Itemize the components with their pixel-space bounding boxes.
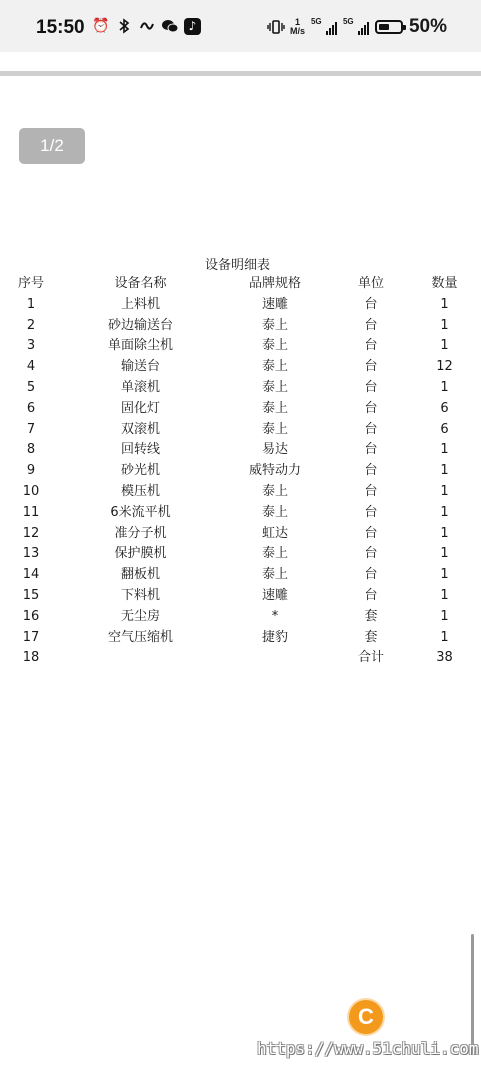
cell-brand: 虹达 [261,525,288,541]
cell-qty: 1 [440,525,449,541]
network-speed-value: 1 [294,17,300,27]
cell-brand: 泰上 [261,504,288,520]
table-row [4,524,474,545]
cell-no: 11 [22,504,40,520]
cell-qty: 1 [440,463,449,479]
table-row [4,378,474,399]
cell-no: 12 [22,525,40,541]
table-row [4,399,474,420]
cell-brand: 泰上 [261,400,288,416]
cell-no: 2 [26,317,36,333]
table-row [4,648,474,669]
cell-name: 下料机 [120,587,160,603]
table-title: 设备明细表 [204,258,270,273]
cell-qty: 1 [440,338,449,354]
cell-name: 双滚机 [120,421,160,437]
cell-name: 单面除尘机 [107,338,173,354]
cell-no: 15 [22,587,40,603]
table-row [4,440,474,461]
cell-brand: 易达 [261,442,288,458]
notification-icons [92,18,201,35]
header-no: 序号 [17,276,44,291]
cell-qty: 12 [436,359,453,375]
cell-no: 18 [22,650,40,666]
cell-name: 上料机 [120,296,160,312]
cell-brand: 泰上 [261,359,288,375]
header-name: 设备名称 [114,276,167,291]
cell-brand: 泰上 [261,379,288,395]
cell-name: 无尘房 [120,608,160,624]
header-unit: 单位 [357,276,384,291]
cell-brand: 速雕 [261,587,288,603]
battery-fill [379,24,389,30]
cell-no: 10 [22,483,40,499]
battery-percent: 50% [408,16,447,37]
table-row [4,336,474,357]
cell-unit: 台 [364,338,378,354]
network-speed [290,18,305,36]
cell-unit: 套 [364,608,378,624]
cell-name: 空气压缩机 [107,629,173,645]
cell-name: 翻板机 [120,567,160,583]
cell-name: 回转线 [120,442,160,458]
cell-unit: 台 [364,379,378,395]
cell-no: 6 [26,400,36,416]
cell-qty: 1 [440,296,449,312]
wechat-icon [161,18,178,35]
cell-no: 5 [26,379,36,395]
table-row [4,482,474,503]
cell-qty: 1 [440,608,449,624]
cell-brand: 泰上 [261,317,288,333]
bluetooth-icon [115,18,132,35]
cell-brand: 威特动力 [248,463,301,479]
cell-unit: 台 [364,525,378,541]
cell-no: 13 [22,546,40,562]
sim2-signal-icon [343,17,369,37]
cell-brand [223,648,327,669]
cell-unit: 台 [364,504,378,520]
cell-unit: 套 [364,629,378,645]
scrollbar[interactable] [471,934,474,1047]
cell-name: 保护膜机 [114,546,167,562]
cell-brand: 泰上 [261,421,288,437]
cell-brand: 泰上 [261,483,288,499]
cell-name: 砂光机 [120,463,160,479]
cell-no: 16 [22,608,40,624]
site-logo-icon: C [349,1000,383,1034]
cell-no: 7 [26,421,36,437]
cell-brand: 泰上 [261,338,288,354]
cell-name: 输送台 [120,359,160,375]
cell-qty: 1 [440,483,449,499]
cell-qty: 6 [440,400,449,416]
cell-no: 8 [26,442,36,458]
cell-brand: 泰上 [261,567,288,583]
nfc-icon [138,18,155,35]
network-speed-unit: M/s [289,26,305,36]
table-row [4,586,474,607]
tiktok-icon: ♪ [184,18,201,35]
table-row [4,357,474,378]
cell-unit: 台 [364,483,378,499]
cell-qty: 1 [440,629,449,645]
toolbar-divider [0,71,481,76]
cell-unit: 合计 [357,650,384,666]
cell-unit: 台 [364,296,378,312]
header-brand: 品牌规格 [248,276,301,291]
cell-qty: 1 [440,567,449,583]
cell-brand: 泰上 [261,546,288,562]
cell-unit: 台 [364,546,378,562]
cell-unit: 台 [364,463,378,479]
cell-qty: 1 [440,442,449,458]
cell-qty: 1 [440,546,449,562]
cell-unit: 台 [364,400,378,416]
watermark-url: https://www.51chuli.com [257,1039,479,1058]
table-row [4,544,474,565]
cell-no: 9 [26,463,36,479]
header-qty: 数量 [431,276,458,291]
cell-brand: * [271,608,279,624]
sim1-signal-icon [311,17,337,37]
table-row [4,503,474,524]
cell-qty: 38 [436,650,453,666]
cell-name: 6米流平机 [110,504,171,520]
cell-name: 固化灯 [120,400,160,416]
cell-no: 14 [22,567,40,583]
cell-qty: 1 [440,317,449,333]
cell-name [58,648,223,669]
cell-unit: 台 [364,567,378,583]
cell-qty: 1 [440,379,449,395]
status-time: 15:50 [36,17,85,38]
cell-name: 单滚机 [120,379,160,395]
cell-qty: 6 [440,421,449,437]
cell-name: 准分子机 [114,525,167,541]
cell-unit: 台 [364,442,378,458]
equipment-table [4,274,474,669]
table-row [4,420,474,441]
table-row [4,295,474,316]
system-indicators [267,16,447,38]
cell-qty: 1 [440,504,449,520]
cell-unit: 台 [364,587,378,603]
cell-brand: 捷豹 [261,629,288,645]
table-row [4,607,474,628]
cell-name: 砂边输送台 [107,317,173,333]
alarm-icon: ⏰ [92,18,110,34]
cell-name: 模压机 [120,483,160,499]
table-row [4,628,474,649]
cell-brand: 速雕 [261,296,288,312]
status-bar [0,0,481,52]
cell-unit: 台 [364,421,378,437]
sim1-network-tag: 5G [310,17,322,26]
cell-qty: 1 [440,587,449,603]
sim2-network-tag: 5G [342,17,354,26]
vibrate-icon [267,19,284,36]
table-body [4,295,474,669]
battery-icon [375,20,403,34]
cell-no: 3 [26,338,36,354]
cell-unit: 台 [364,317,378,333]
cell-no: 17 [22,629,40,645]
cell-no: 4 [26,359,36,375]
page-indicator[interactable]: 1/2 [19,128,85,164]
cell-no: 1 [26,296,36,312]
cell-unit: 台 [364,359,378,375]
table-row [4,461,474,482]
table-row [4,316,474,337]
table-header-row [4,274,474,295]
table-row [4,565,474,586]
